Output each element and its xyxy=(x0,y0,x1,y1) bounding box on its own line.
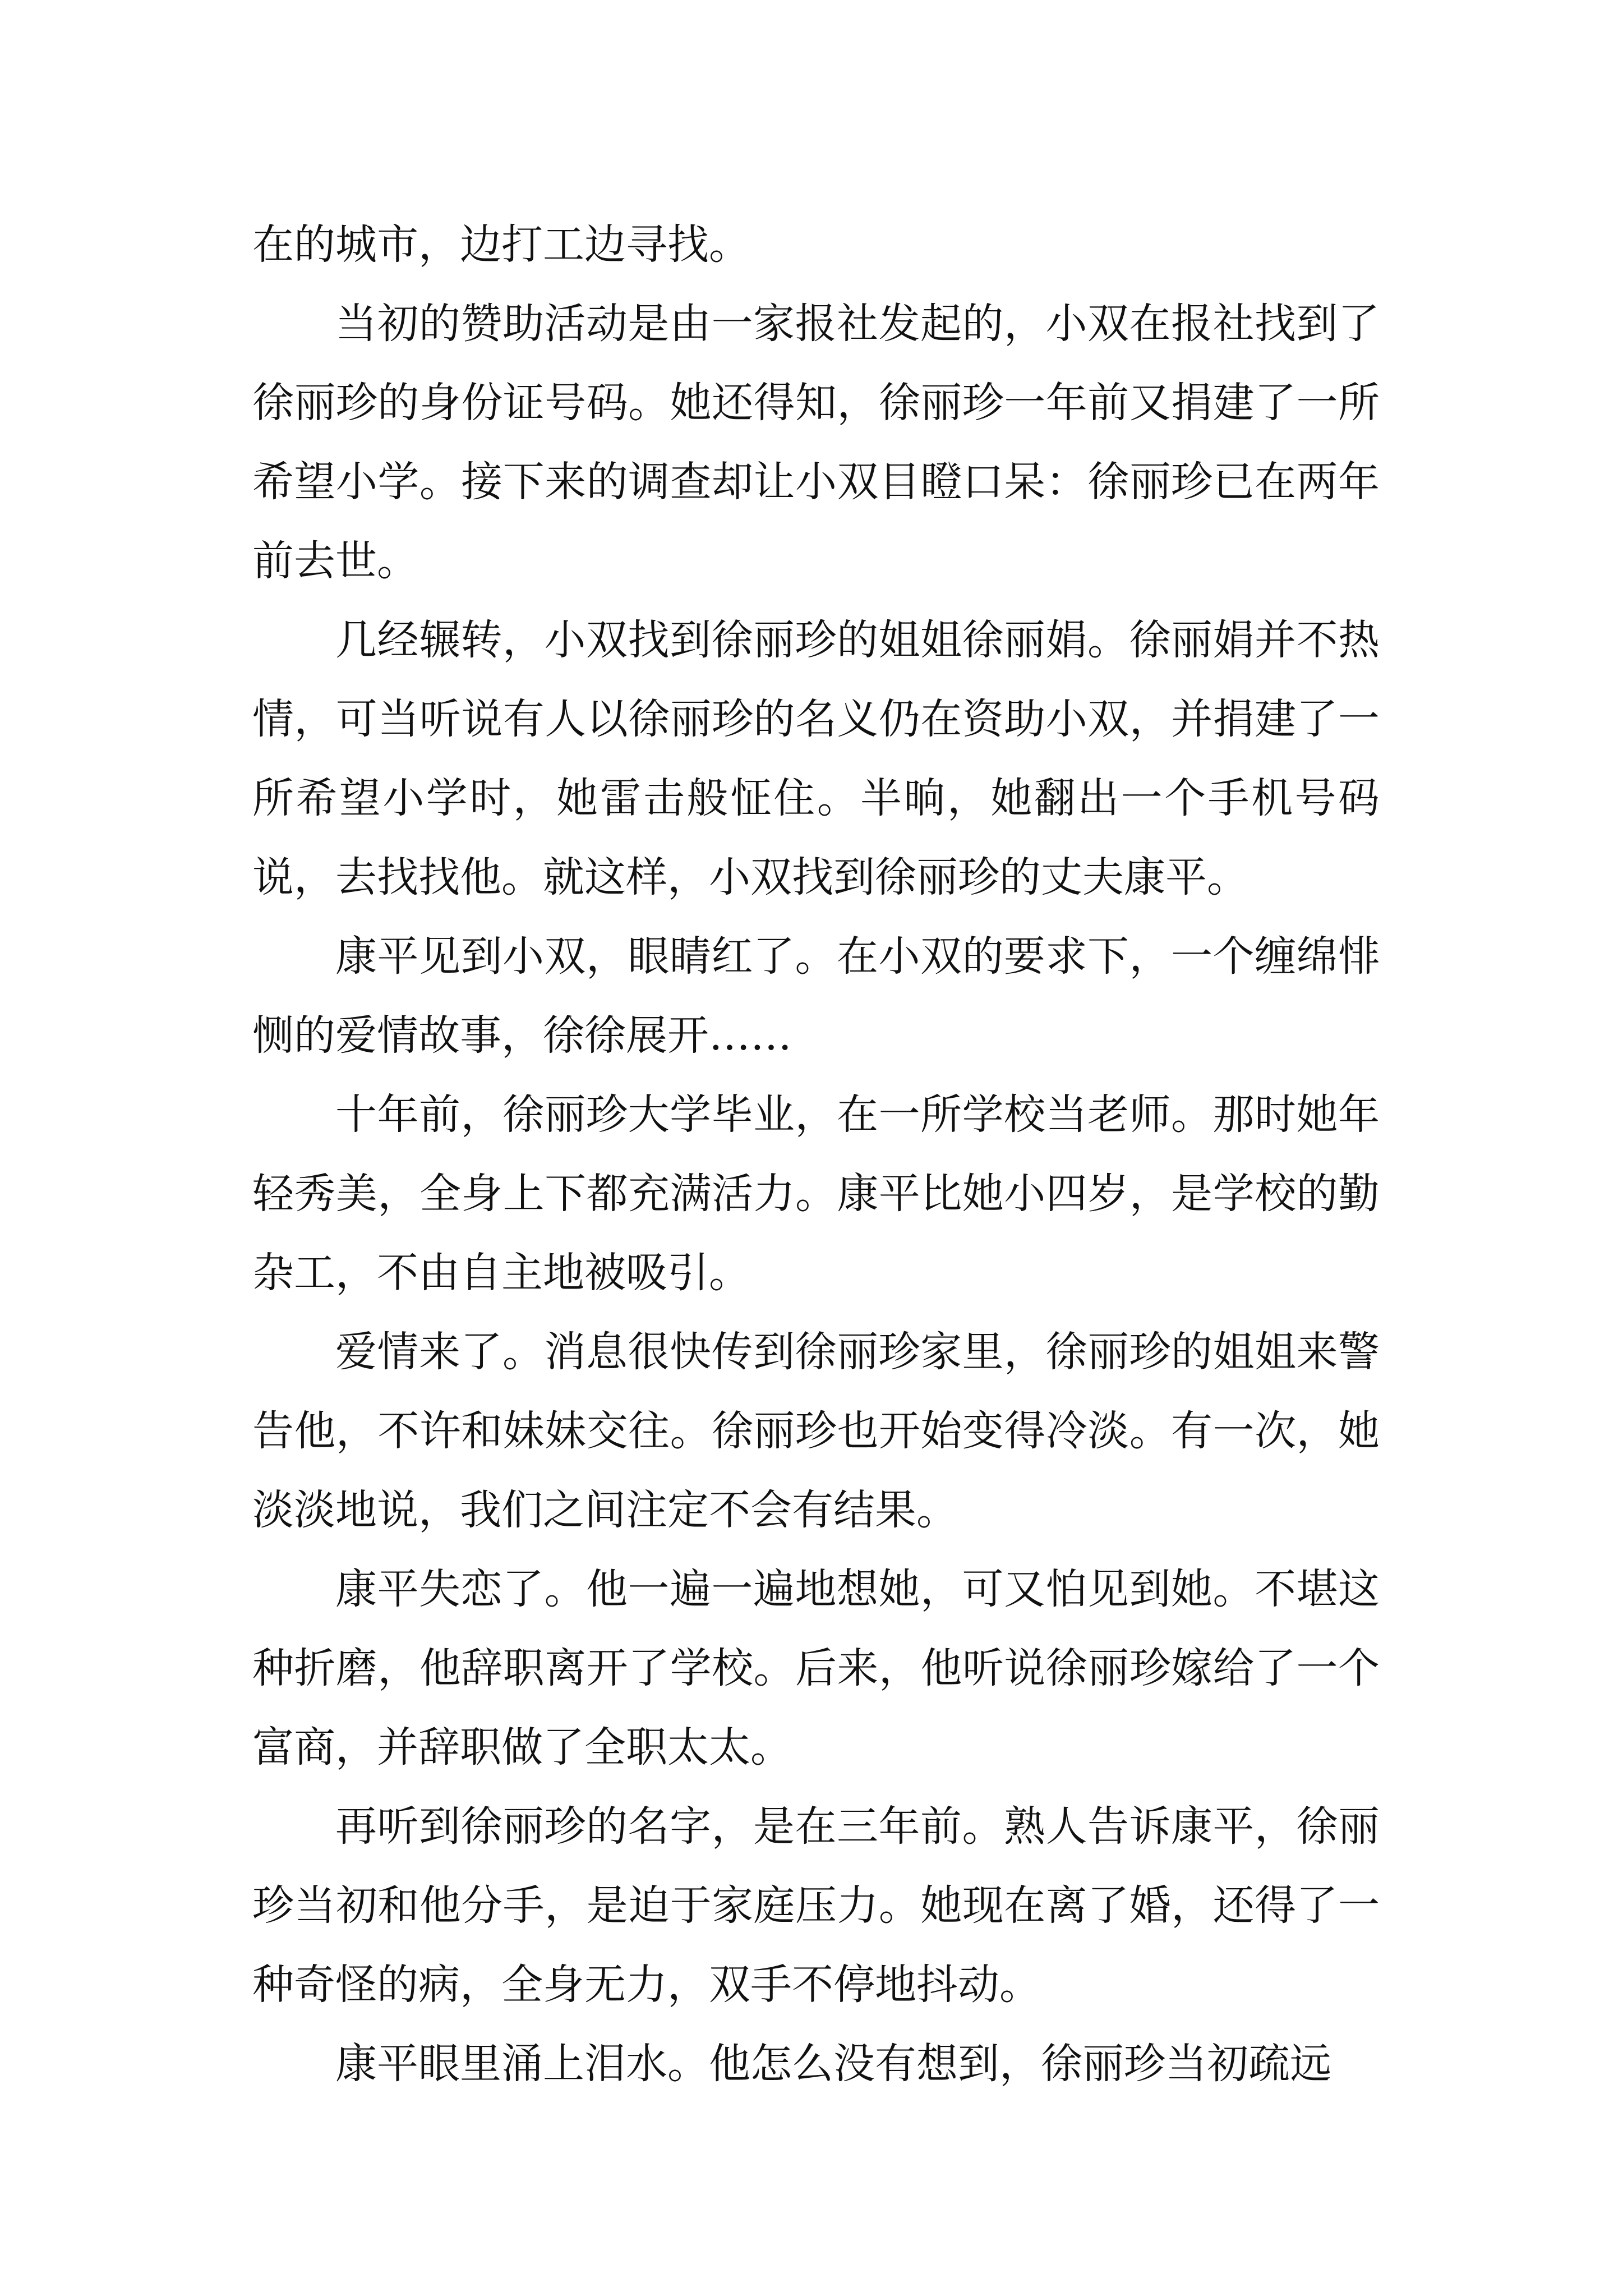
paragraph-continuation: 在的城市，边打工边寻找。 xyxy=(252,220,750,269)
paragraph: 当初的赞助活动是由一家报社发起的，小双在报社找到了徐丽珍的身份证号码。她还得知，徐丽珍一年前又捐建了一所希望小学。接下来的调查却让小双目瞪口呆：徐丽珍已在两年前去世。 xyxy=(252,300,1380,585)
paragraph: 几经辗转，小双找到徐丽珍的姐姐徐丽娟。徐丽娟并不热情，可当听说有人以徐丽珍的名义仍在资助小双，并捐建了一所希望小学时，她雷击般怔住。半晌，她翻出一个手机号码说，去找找他。就这样，小双找到徐丽珍的丈夫康平。 xyxy=(252,616,1380,901)
paragraph: 康平失恋了。他一遍一遍地想她，可又怕见到她。不堪这种折磨，他辞职离开了学校。后来，他听说徐丽珍嫁给了一个富商，并辞职做了全职太太。 xyxy=(252,1565,1380,1772)
paragraph: 康平眼里涌上泪水。他怎么没有想到，徐丽珍当初疏远 xyxy=(335,2040,1331,2088)
body-text xyxy=(252,205,1380,2104)
paragraph: 再听到徐丽珍的名字，是在三年前。熟人告诉康平，徐丽珍当初和他分手，是迫于家庭压力。她现在离了婚，还得了一种奇怪的病，全身无力，双手不停地抖动。 xyxy=(252,1802,1380,2009)
paragraph: 爱情来了。消息很快传到徐丽珍家里，徐丽珍的姐姐来警告他，不许和妹妹交往。徐丽珍也开始变得冷淡。有一次，她淡淡地说，我们之间注定不会有结果。 xyxy=(252,1328,1380,1534)
paragraph: 康平见到小双，眼睛红了。在小双的要求下，一个缠绵悱恻的爱情故事，徐徐展开…… xyxy=(252,932,1380,1060)
paragraph: 十年前，徐丽珍大学毕业，在一所学校当老师。那时她年轻秀美，全身上下都充满活力。康平比她小四岁，是学校的勤杂工，不由自主地被吸引。 xyxy=(252,1091,1380,1297)
